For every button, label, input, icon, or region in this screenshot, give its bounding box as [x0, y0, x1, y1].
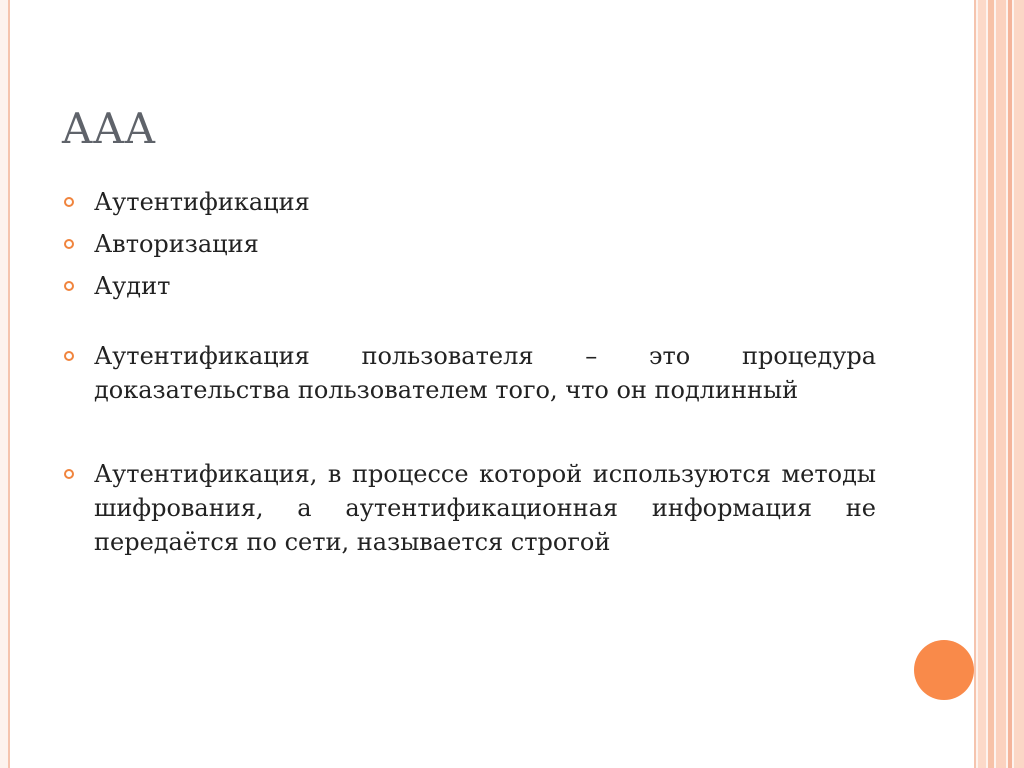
stripe — [1008, 0, 1012, 768]
bullet-text: Авторизация — [94, 230, 259, 258]
list-item — [62, 457, 876, 559]
bullet-list — [62, 185, 876, 559]
bullet-text: Аудит — [94, 272, 171, 300]
bullet-ring-icon — [64, 197, 74, 207]
stripe — [996, 0, 1006, 768]
slide-title: AAA — [62, 104, 156, 153]
bullet-text: Аутентификация — [94, 188, 310, 216]
bullet-text: Аутентификация, в процессе которой используются методы шифрования, а аутентификационная информация не передаётся по сети, называется строгой — [94, 460, 876, 556]
stripe — [1014, 0, 1024, 768]
list-item — [62, 269, 876, 303]
bullet-ring-icon — [64, 469, 74, 479]
list-item — [62, 339, 876, 407]
decor-circle — [914, 640, 974, 700]
bullet-text: Аутентификация пользователя – это процедура доказательства пользователем того, что он подлинный — [94, 342, 876, 404]
bullet-ring-icon — [64, 351, 74, 361]
stripe — [988, 0, 994, 768]
list-item — [62, 227, 876, 261]
bullet-ring-icon — [64, 281, 74, 291]
list-item — [62, 185, 876, 219]
stripe — [978, 0, 986, 768]
bullet-ring-icon — [64, 239, 74, 249]
